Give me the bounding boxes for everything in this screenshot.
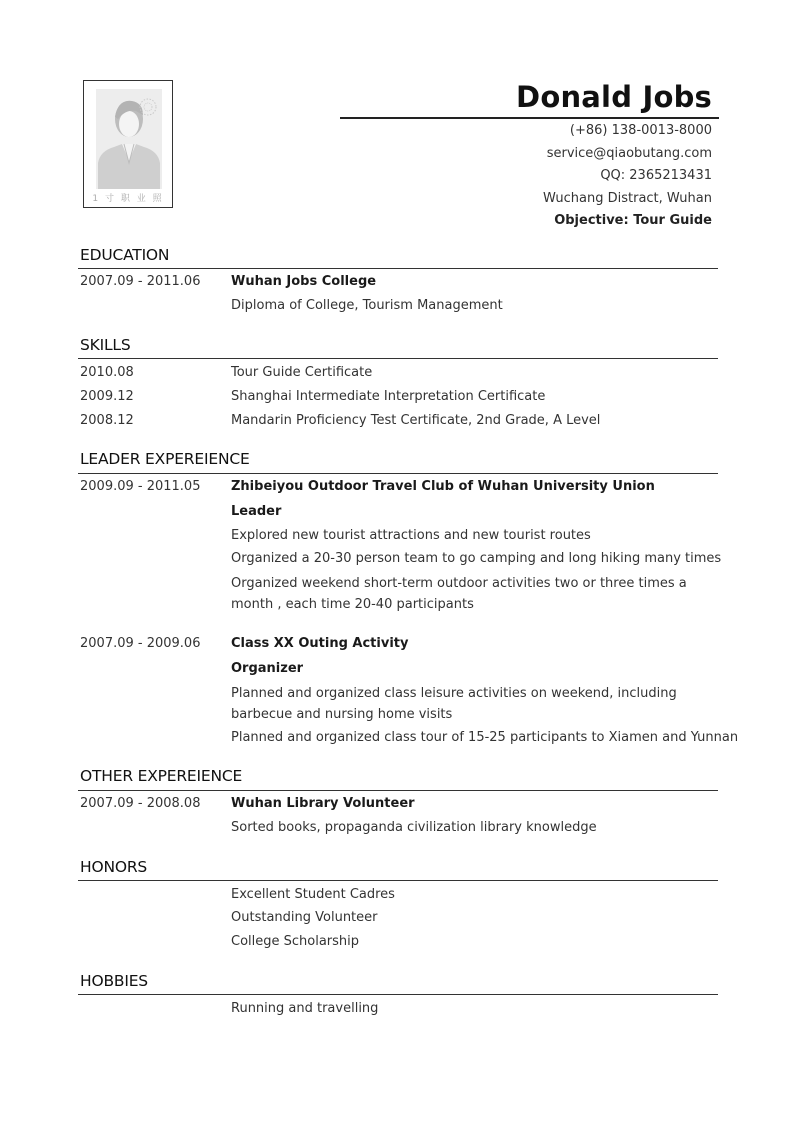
other-title: OTHER EXPEREIENCE (80, 767, 243, 785)
honor-item: College Scholarship (231, 934, 360, 949)
leader-title: LEADER EXPEREIENCE (80, 450, 250, 468)
honor-item: Excellent Student Cadres (231, 887, 395, 902)
leader-entry-date: 2009.09 - 2011.05 (80, 479, 201, 494)
hobbies-title: HOBBIES (80, 972, 148, 990)
leader-entry-item: Organized a 20-30 person team to go camping and long hiking many times (231, 551, 722, 566)
skills-rule (78, 358, 718, 359)
skill-date: 2010.08 (80, 365, 134, 380)
leader-entry-item: Organized weekend short-term outdoor activities two or three times a month , each time 20-40 participants (231, 576, 687, 612)
honor-item: Outstanding Volunteer (231, 910, 378, 925)
education-title: EDUCATION (80, 246, 170, 264)
other-date: 2007.09 - 2008.08 (80, 796, 201, 811)
skill-item: Tour Guide Certificate (231, 365, 373, 380)
education-rule (78, 268, 718, 269)
leader-entry-org: Zhibeiyou Outdoor Travel Club of Wuhan University Union (231, 479, 655, 494)
other-item: Sorted books, propaganda civilization library knowledge (231, 820, 597, 835)
skill-date: 2008.12 (80, 413, 134, 428)
person-silhouette-icon (96, 89, 162, 189)
photo-caption: 1 寸 职 业 照 (92, 194, 164, 204)
leader-entry-date: 2007.09 - 2009.06 (80, 636, 201, 651)
leader-entry-item: Planned and organized class tour of 15-25 participants to Xiamen and Yunnan (231, 730, 739, 745)
other-rule (78, 790, 718, 791)
leader-entry-item: Explored new tourist attractions and new tourist routes (231, 528, 591, 543)
leader-entry-role: Organizer (231, 661, 304, 676)
profile-photo (83, 80, 173, 208)
other-org: Wuhan Library Volunteer (231, 796, 415, 811)
address: Wuchang Distract, Wuhan (543, 190, 712, 206)
honors-title: HONORS (80, 858, 148, 876)
leader-entry-org: Class XX Outing Activity (231, 636, 409, 651)
education-date: 2007.09 - 2011.06 (80, 274, 201, 289)
skill-item: Mandarin Proficiency Test Certificate, 2nd Grade, A Level (231, 413, 601, 428)
honors-rule (78, 880, 718, 881)
hobby-item: Running and travelling (231, 1001, 379, 1016)
candidate-name: Donald Jobs (516, 80, 712, 114)
email: service@qiaobutang.com (546, 145, 712, 161)
name-divider (340, 117, 719, 119)
leader-entry-role: Leader (231, 504, 282, 519)
education-school: Wuhan Jobs College (231, 274, 377, 289)
contact-block (543, 120, 712, 233)
qq: QQ: 2365213431 (600, 168, 712, 183)
education-degree: Diploma of College, Tourism Management (231, 298, 503, 313)
objective: Objective: Tour Guide (554, 213, 712, 228)
leader-rule (78, 473, 718, 474)
skills-title: SKILLS (80, 336, 131, 354)
skill-item: Shanghai Intermediate Interpretation Certificate (231, 389, 546, 404)
skill-date: 2009.12 (80, 389, 134, 404)
leader-entry-item: Planned and organized class leisure activities on weekend, including barbecue and nursing home visits (231, 686, 677, 722)
hobbies-rule (78, 994, 718, 995)
phone: (+86) 138-0013-8000 (569, 123, 712, 138)
